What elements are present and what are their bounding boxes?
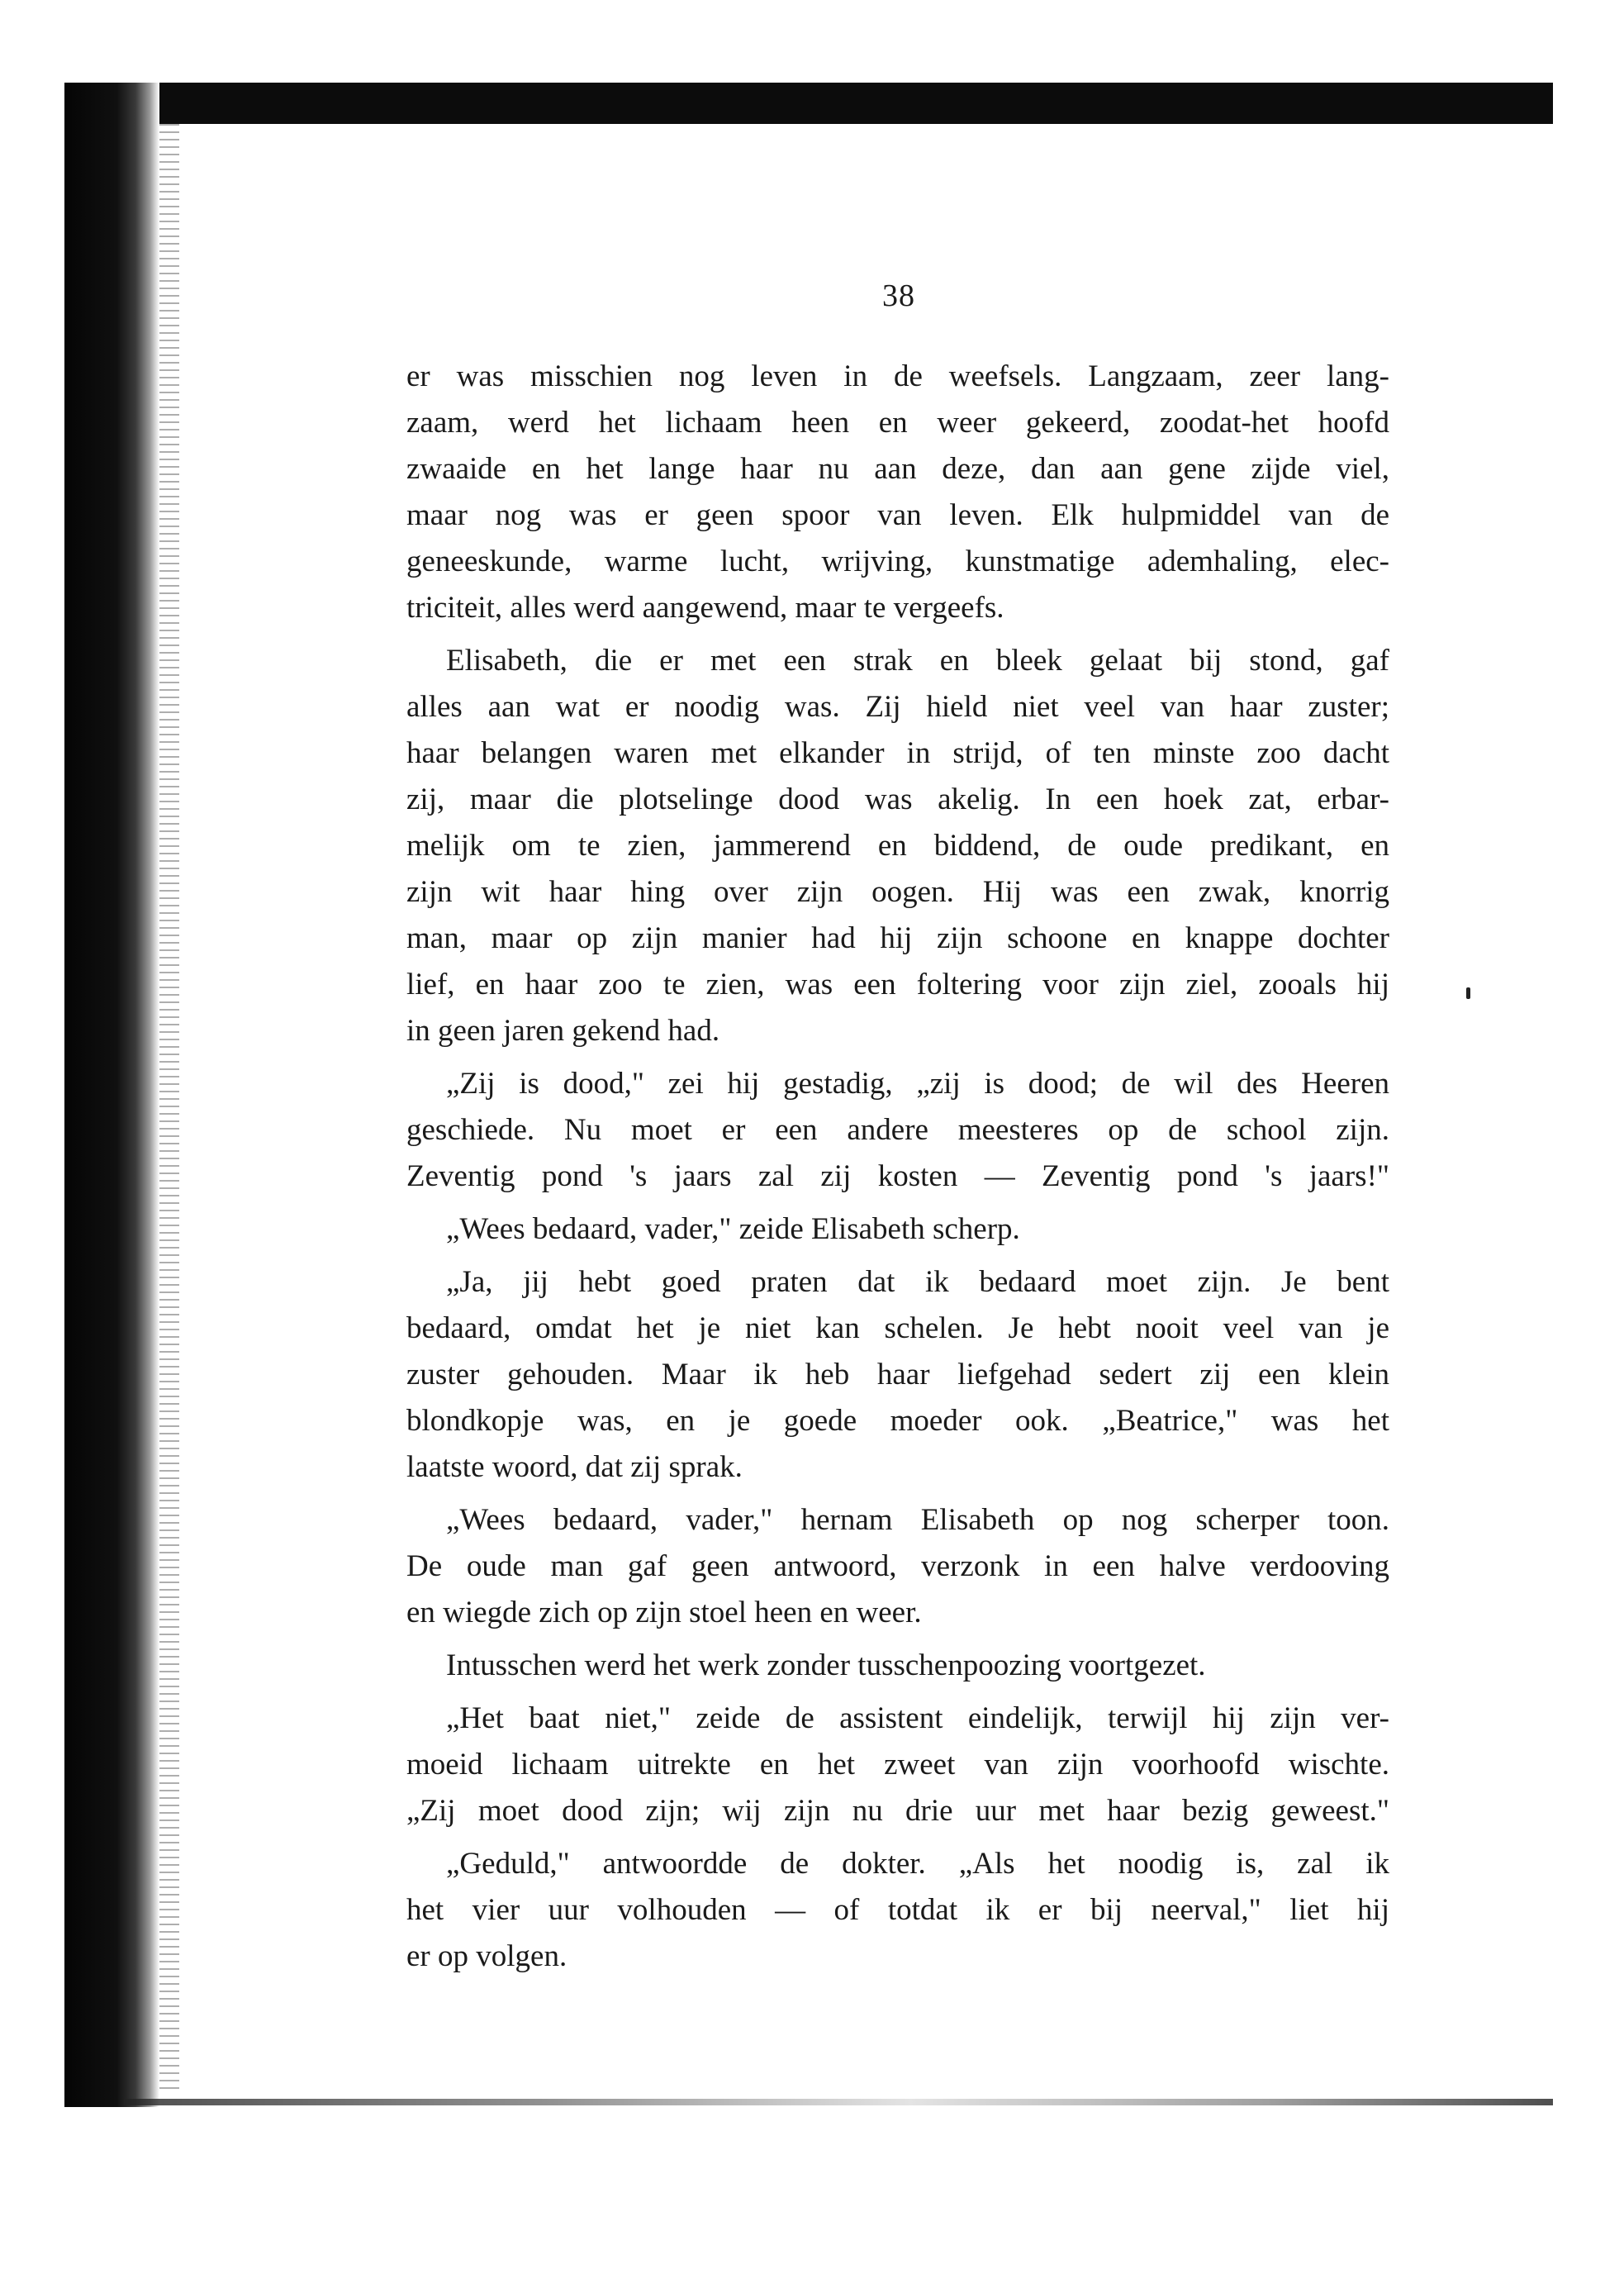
text-line: „Geduld," antwoordde de dokter. „Als het noodig is, zal ik	[446, 1847, 1389, 1881]
text-line: moeid lichaam uitrekte en het zweet van zijn voorhoofd wischte.	[406, 1748, 1389, 1781]
scan-binding-spine	[64, 83, 159, 2107]
text-line: laatste woord, dat zij sprak.	[406, 1450, 743, 1484]
text-line: triciteit, alles werd aangewend, maar te vergeefs.	[406, 591, 1004, 625]
text-line: „Ja, jij hebt goed praten dat ik bedaard moet zijn. Je bent	[446, 1265, 1389, 1299]
text-line: man, maar op zijn manier had hij zijn schoone en knappe dochter	[406, 921, 1389, 955]
text-line: De oude man gaf geen antwoord, verzonk in een halve verdooving	[406, 1549, 1389, 1583]
text-line: „Wees bedaard, vader," hernam Elisabeth op nog scherper toon.	[446, 1503, 1389, 1537]
text-line: Zeventig pond 's jaars zal zij kosten — Zeventig pond 's jaars!"	[406, 1159, 1389, 1193]
text-line: Elisabeth, die er met een strak en bleek gelaat bij stond, gaf	[446, 644, 1389, 678]
scan-binding-top	[124, 83, 1553, 124]
scan-page-bottom-edge	[124, 2099, 1553, 2105]
text-line: haar belangen waren met elkander in strijd, of ten minste zoo dacht	[406, 736, 1389, 770]
text-line: lief, en haar zoo te zien, was een foltering voor zijn ziel, zooals hij	[406, 968, 1389, 1001]
text-line: bedaard, omdat het je niet kan schelen. Je hebt nooit veel van je	[406, 1311, 1389, 1345]
text-line: zwaaide en het lange haar nu aan deze, dan aan gene zijde viel,	[406, 452, 1389, 486]
text-line: in geen jaren gekend had.	[406, 1014, 720, 1048]
text-line: „Zij is dood," zei hij gestadig, „zij is dood; de wil des Heeren	[446, 1067, 1389, 1101]
text-line: Intusschen werd het werk zonder tusschenpoozing voortgezet.	[446, 1648, 1206, 1682]
text-line: „Het baat niet," zeide de assistent eindelijk, terwijl hij zijn ver-	[446, 1701, 1389, 1735]
text-line: „Wees bedaard, vader," zeide Elisabeth scherp.	[446, 1212, 1020, 1246]
text-line: en wiegde zich op zijn stoel heen en weer.	[406, 1596, 922, 1629]
page-number: 38	[882, 278, 915, 313]
text-line: zijn wit haar hing over zijn oogen. Hij was een zwak, knorrig	[406, 875, 1389, 909]
text-line: blondkopje was, en je goede moeder ook. „Beatrice," was het	[406, 1404, 1389, 1438]
text-line: zuster gehouden. Maar ik heb haar liefgehad sedert zij een klein	[406, 1358, 1389, 1391]
scan-binding-edge	[159, 124, 179, 2091]
text-line: zaam, werd het lichaam heen en weer gekeerd, zoodat-het hoofd	[406, 406, 1389, 440]
text-line: geneeskunde, warme lucht, wrijving, kunstmatige ademhaling, elec-	[406, 545, 1389, 578]
text-line: maar nog was er geen spoor van leven. Elk hulpmiddel van de	[406, 498, 1389, 532]
text-line: het vier uur volhouden — of totdat ik er bij neerval," liet hij	[406, 1893, 1389, 1927]
scan-speck	[1466, 987, 1470, 999]
text-line: geschiede. Nu moet er een andere meesteres op de school zijn.	[406, 1113, 1389, 1147]
text-line: „Zij moet dood zijn; wij zijn nu drie uur met haar bezig geweest."	[406, 1794, 1389, 1828]
text-line: er op volgen.	[406, 1939, 567, 1973]
text-line: er was misschien nog leven in de weefsels. Langzaam, zeer lang-	[406, 359, 1389, 393]
text-line: melijk om te zien, jammerend en biddend, de oude predikant, en	[406, 829, 1389, 863]
text-line: alles aan wat er noodig was. Zij hield niet veel van haar zuster;	[406, 690, 1389, 724]
text-line: zij, maar die plotselinge dood was akelig. In een hoek zat, erbar-	[406, 782, 1389, 816]
